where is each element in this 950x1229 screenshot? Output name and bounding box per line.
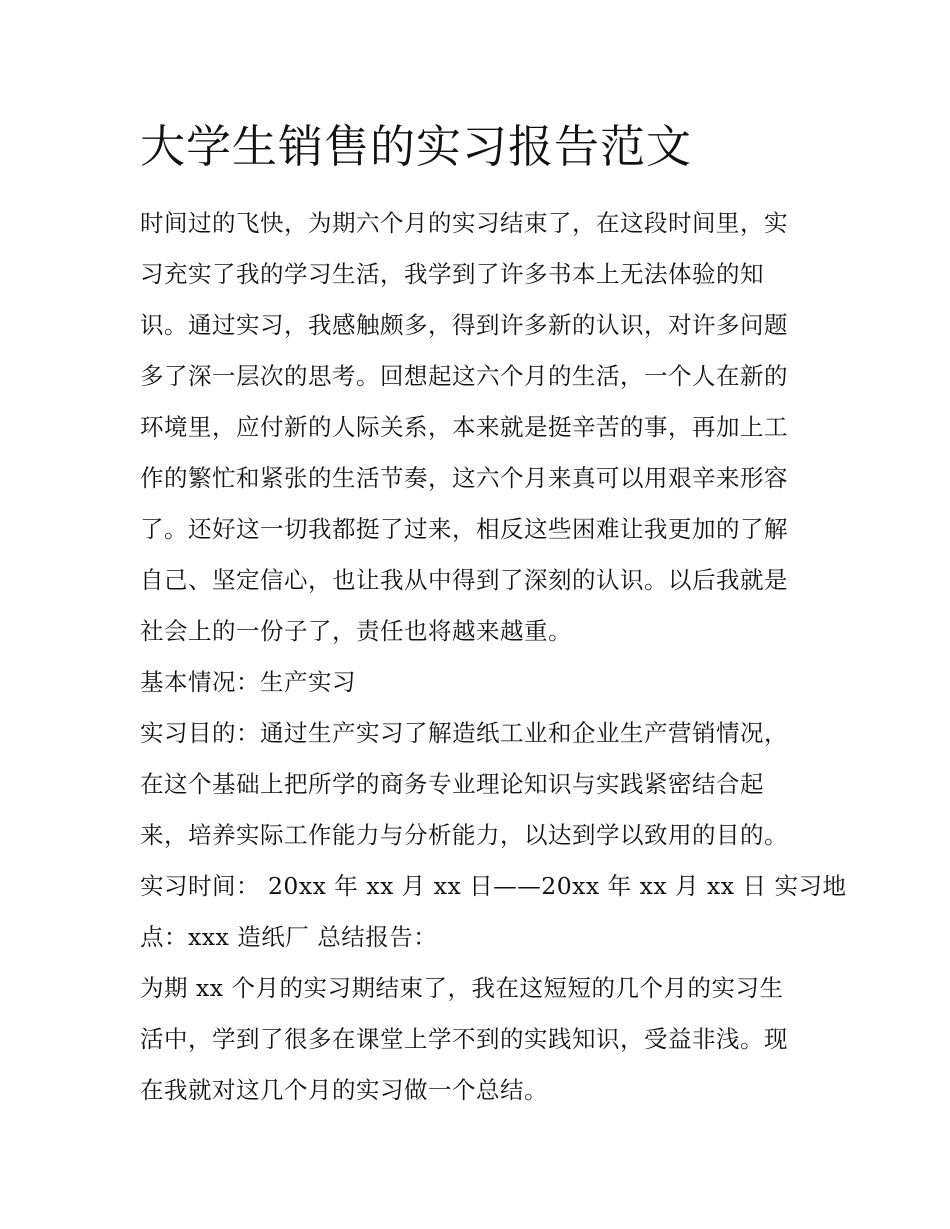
text-line: 作的繁忙和紧张的生活节奏，这六个月来真可以用艰辛来形容 bbox=[140, 464, 788, 492]
text-line: 自己、坚定信心，也让我从中得到了深刻的认识。以后我就是 bbox=[140, 566, 788, 594]
text-line: 了。还好这一切我都挺了过来，相反这些困难让我更加的了解 bbox=[140, 515, 788, 543]
text-line: 习充实了我的学习生活，我学到了许多书本上无法体验的知 bbox=[140, 260, 764, 288]
text-line: 点：xxx 造纸厂 总结报告： bbox=[140, 923, 438, 951]
text-line: 实习目的：通过生产实习了解造纸工业和企业生产营销情况， bbox=[140, 719, 788, 747]
text-line: 为期 xx 个月的实习期结束了，我在这短短的几个月的实习生 bbox=[140, 974, 784, 1002]
text-line: 活中，学到了很多在课堂上学不到的实践知识，受益非浅。现 bbox=[140, 1025, 788, 1053]
document-title: 大学生销售的实习报告范文 bbox=[140, 120, 693, 173]
text-line: 在这个基础上把所学的商务专业理论知识与实践紧密结合起 bbox=[140, 770, 764, 798]
paragraph-time-place bbox=[140, 861, 847, 963]
text-line: 在我就对这几个月的实习做一个总结。 bbox=[140, 1076, 548, 1104]
text-line: 社会上的一份子了，责任也将越来越重。 bbox=[140, 617, 572, 645]
text-line: 实习时间： 20xx 年 xx 月 xx 日——20xx 年 xx 月 xx 日 实习地 bbox=[140, 872, 847, 900]
paragraph-intro bbox=[140, 198, 820, 657]
text-line: 环境里，应付新的人际关系，本来就是挺辛苦的事，再加上工 bbox=[140, 413, 788, 441]
paragraph-purpose bbox=[140, 708, 820, 861]
text-line: 多了深一层次的思考。回想起这六个月的生活，一个人在新的 bbox=[140, 362, 788, 390]
document-page bbox=[140, 112, 847, 1116]
paragraph-basic-info bbox=[140, 657, 820, 708]
paragraph-summary bbox=[140, 963, 820, 1116]
text-line: 来，培养实际工作能力与分析能力，以达到学以致用的目的。 bbox=[140, 821, 788, 849]
text-line: 时间过的飞快，为期六个月的实习结束了，在这段时间里，实 bbox=[140, 209, 788, 237]
text-line: 基本情况：生产实习 bbox=[140, 668, 356, 696]
text-line: 识。通过实习，我感触颇多，得到许多新的认识，对许多问题 bbox=[140, 311, 788, 339]
